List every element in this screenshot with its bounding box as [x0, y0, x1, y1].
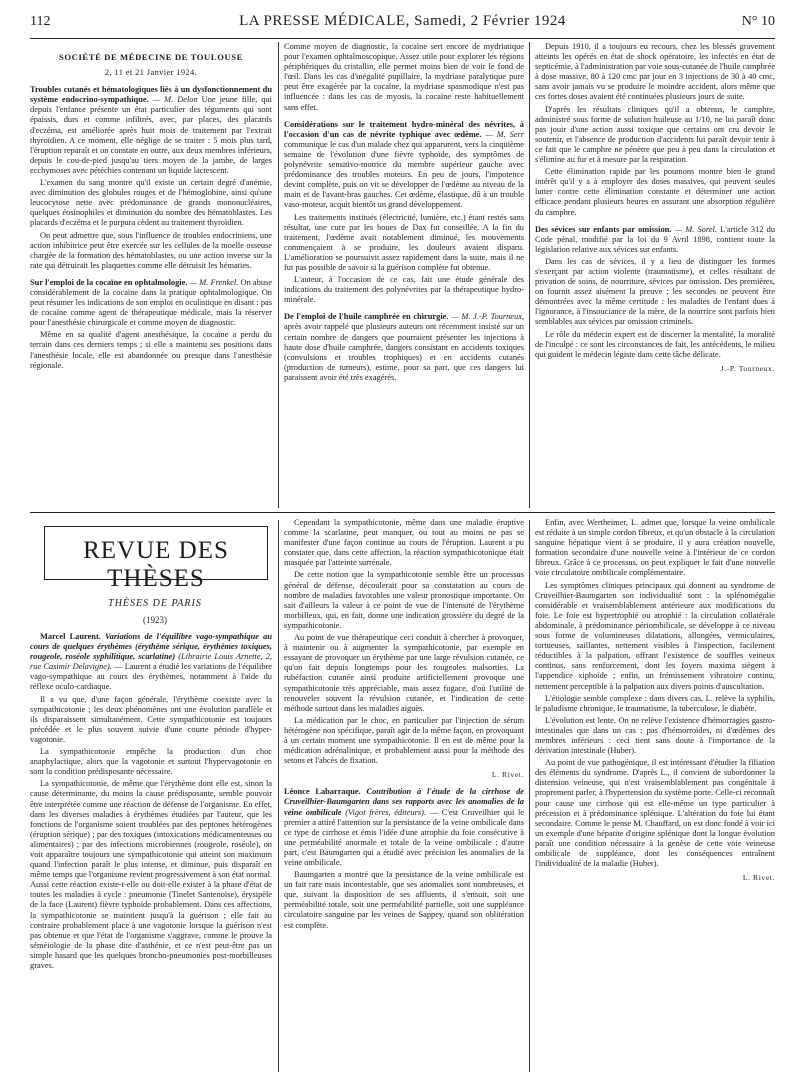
article-author: — M. Sorel. [674, 224, 717, 234]
society-column-1 [30, 42, 272, 508]
column-divider [529, 520, 530, 1072]
column-divider [529, 42, 530, 508]
theses-year: (1923) [143, 615, 167, 625]
article-author: — M. Frenkel. [189, 277, 239, 287]
signature: L. Rivet. [491, 770, 524, 780]
revue-title: REVUE DES THÈSES [83, 537, 229, 592]
thesis-paragraph: La médication par le choc, en particulier par l'injection de sérum hétérogène non spécifique, paraît agir de la même façon, en provoquant à un certain moment une sympathicotonie. Il en est de même pour la médication adrénalinique, et probablement aussi pour la méthode des setons et l'abcès de fixation. [284, 715, 524, 766]
article-heading [535, 225, 775, 255]
thesis-paragraph: La sympathicotonie empêche la production d'un choc anaphylactique, alors que la vagotonie et surtout l'hypervagotonie en sont la condition prédisposante nécessaire. [30, 747, 272, 777]
society-dates: 2, 11 et 21 Janvier 1924. [104, 68, 198, 78]
article-paragraph: après avoir rappelé que plusieurs auteurs ont récemment insisté sur un certain nombre de dangers que pourraient présenter les injections à haute dose d'huile camphrée, dangers consistant en accidents toxiques (convulsions et troubles trophiques) et en accidents cutanés (production de tumeurs), estime, pour sa part, que ces dangers lui paraissent avoir été très exagérés. [284, 322, 524, 382]
thesis-author: Léonce Labarraque. [284, 787, 361, 797]
thesis-paragraph: Enfin, avec Wertheimer, L. admet que, lorsque la veine ombilicale est réduite à un simple cordon fibreux, et qu'un obstacle à la circulation sanguine hépatique vient à se produire, il y aura création nouvelle, formation secondaire d'une nouvelle veine à l'intérieur de ce cordon fibreux. Grâce à ce processus, on peut expliquer le fait d'une nouvelle voie circulatoire ombilicale complémentaire. [535, 518, 775, 578]
article-paragraph: Cette élimination rapide par les poumons montre bien le grand intérêt qu'il y a à employer des doses massives, qui peuvent seules lutter contre cette élimination constante et déterminer une action efficace pendant plusieurs heures en assurant une absorption régulière du camphre. [535, 167, 775, 217]
article-heading [284, 120, 524, 211]
thesis-heading [30, 632, 272, 693]
revue-column-1 [30, 632, 272, 1072]
society-title: SOCIÉTÉ DE MÉDECINE DE TOULOUSE [59, 52, 243, 62]
thesis-paragraph: — Laurent a étudié les variations de l'équilibre vago-sympathique au cours des érythèmes, notamment à l'aide du réflexe oculo-cardiaque. [30, 662, 272, 692]
signature: J.-P. Tourneux. [720, 363, 775, 373]
journal-title: LA PRESSE MÉDICALE, Samedi, 2 Février 1924 [239, 13, 566, 29]
thesis-paragraph: Les symptômes cliniques principaux qui donnent au syndrome de Cruveilhier-Baumgarten son individualité sont : la splénomégalie considérable et vraisemblablement antérieure aux modifications du foie. Le foie est hypertrophié ou atrophié : la circulation collatérale abdominale, à prédominance périombilicale, se développe à ce niveau sous forme de volumineuses dilatations, allongées, vermiculaires, tortueuses, saillantes, nettement visibles à l'inspection, facilement réductibles à la palpation, offrant l'existence de souffles veineux continus, sans renforcement, dont les foyers maxima siègent à l'appendice xiphoïde ; enfin, un frémissement vibratoire continu, nettement perceptible à la palpation aux divers points d'auscultation. [535, 580, 775, 691]
thesis-title: Variations de l'équilibre vago-sympathique au cours de quelques érythèmes (érythème sérique, érythèmes toxiques, rougeole, roséole syphilitique, scarlatine) [30, 632, 272, 662]
thesis-paragraph: L'évolution est lente. On ne relève l'existence d'hémorragies gastro-intestinales que dans un cas ; pas d'hémorroïdes, ni d'œdèmes des membres inférieurs : ceci tient sans doute à l'importance de la dérivation intestinale (Huber). [535, 715, 775, 756]
article-author: — M. J.-P. Tourneux, [451, 312, 524, 322]
thesis-paragraph: Baumgarten a montré que la persistance de la veine ombilicale est un fait rare mais incontestable, que ses anomalies sont nombreuses, et que, suivant la disposition de ses affluents, il s'ensuit, soit une perméabilité totale, soit une perméabilité partielle, soit une suppléance circulatoire sanguine par les veines de Sappey, quand son oblitération est complète. [284, 870, 524, 930]
thesis-author: Marcel Laurent. [40, 632, 101, 641]
article-paragraph: Depuis 1910, il a toujours eu recours, chez les blessés gravement atteints les opérés en état de shock opératoire, les infectés en état de septicémie, à l'administration par voie sous-cutanée de l'huile camphrée à dose massive, 80 à 120 cmc par jour en 3 injections de 30 à 40 cmc, sans avoir jamais vu se produire le moindre accident, alors même que ces fortes doses avaient été continuées plusieurs jours de suite. [535, 42, 775, 102]
article-paragraph: Une jeune fille, qui depuis l'enfance présente un état particulier des téguments qui sont épaissis, durs et comme infiltrés, avec, par places, des placards d'eczéma, est améliorée après huit mois de traitement par l'extrait thyroïdien. A ce moment, elle néglige de se traiter : 5 mois plus tard, l'éruption reparaît et on constate en outre, aux deux membres inférieurs, depuis le cou-de-pied jusqu'au tiers moyen de la jambe, de larges ecchymoses avec pétéchies contenant un liquide lactescent. [30, 95, 272, 175]
article-paragraph: Dans les cas de sévices, il y a lieu de distinguer les formes s'exerçant par action violente (traumatisme), et celles résultant de privation de soins, de nourriture, sévices par omission. Des premières, on fournit assez aisément la preuve ; les secondes ne peuvent être démontrées avec la même certitude : les maladies de l'enfant dues à l'ignorance, à l'insouciance de la mère, de la nourrice sont parfois bien semblables aux sévices par omission criminels. [535, 256, 775, 327]
article-paragraph: L'auteur, à l'occasion de ce cas, fait une étude générale des indications du traitement des polynévrites par la thérapeutique hydro-minérale. [284, 275, 524, 305]
revue-column-3 [535, 518, 775, 1072]
article-paragraph: communique le cas d'un malade chez qui apparurent, vers la cinquième semaine de l'évolution d'une fièvre typhoïde, des symptômes de polynévrite sensitivo-motrice du membre supérieur gauche avec prédominance des troubles moteurs. En peu de jours, l'impotence devint complète, puis on vit se développer de l'œdème au niveau de la main et de l'avant-bras gauches. Cet œdème, élastique, dû à un trouble vaso-moteur, acquit bientôt un grand développement. [284, 139, 524, 210]
thesis-paragraph: Au point de vue pathogénique, il est intéressant d'étudier la filiation des éléments du syndrome. D'après L., il convient de subordonner la distension veineuse, qui n'est vraisemblablement pas congénitale à proprement parler, à l'hypertension du système porte. Celle-ci reconnaît pour cause une cirrhose qui est elle-même un type particulier à précession et à prédominance splénique. L'altération du foie lui étant secondaire. Comme le pense M. Chauffard, on est donc fondé à voir ici un exemple d'une hépatite d'origine splénique dont la longue évolution paraît une condition nécessaire à la genèse de cette voie veineuse ombilicale de suppléance, dont les conséquences entraînent l'individualité de la maladie (Huber). [535, 758, 775, 869]
page-number: 112 [30, 14, 51, 29]
article-paragraph: On abuse considérablement de la cocaïne dans la pratique ophtalmologique. On peut résumer les indications de son emploi en oculistique en disant : pas de cocaïne comme agent de thérapeutique médicale, mais la réserver pour l'anesthésie chirurgicale et comme moyen de diagnostic. [30, 277, 272, 328]
signature: L. Rivet. [742, 873, 775, 883]
article-heading [30, 85, 272, 176]
article-paragraph: D'après les résultats cliniques qu'il a obtenus, le camphre, administré sous forme de solution huileuse au 1/10, ne lui paraît donc pas jouir d'une action aussi toxique que certains ont cru devoir le soutenir, et l'absence de production d'accidents lui paraît devoir tenir à ce fait que le camphre ne pénètre que peu à peu dans la circulation et s'élimine au fur et à mesure par la respiration. [535, 104, 775, 165]
theses-heading: THÈSES DE PARIS [108, 598, 202, 609]
thesis-publisher: (Librairie Louis Arnette, 2, rue Casimir Delavigne). [30, 652, 272, 672]
thesis-paragraph: L'étiologie semble complexe : dans divers cas, L. relève la syphilis, le paludisme chronique, le traumatisme, la tuberculose, le diabète. [535, 693, 775, 713]
thesis-paragraph: — C'est Cruveilhier qui le premier a attiré l'attention sur la persistance de la veine ombilicale dans ce type de cirrhose et émis l'idée d'une atrophie du foie consécutive à une perméabilité anormale et totale de la veine ombilicale ; d'autre part, c'est Baumgarten qui a étudié avec précision les anomalies de la veine ombilicale. [284, 807, 524, 867]
article-title: Sur l'emploi de la cocaïne en ophtalmologie. [30, 277, 188, 287]
article-paragraph: L'article 312 du Code pénal, modifié par la loi du 9 Avril 1898, contient toute la législation relative aux sévices sur enfants. [535, 224, 775, 254]
society-column-3 [535, 42, 775, 508]
revue-column-2 [284, 518, 524, 1072]
article-title: De l'emploi de l'huile camphrée en chirurgie. [284, 312, 449, 322]
article-paragraph: On peut admettre que, sous l'influence de troubles endocriniens, une action inhibitrice peut être exercée sur les cellules de la moelle osseuse chargée de la formation des hématoblastes, ou une action inverse sur la rate qui détruirait les plaquettes comme elle détruisit les hématies. [30, 230, 272, 270]
revue-title-box [44, 526, 268, 592]
society-column-2 [284, 42, 524, 508]
page-header [30, 12, 775, 39]
thesis-title: Contribution à l'étude de la cirrhose de Cruveilhier-Baumgarten dans ses rapports avec les anomalies de la veine ombilicale [284, 787, 524, 817]
article-author: — M. Serr [485, 129, 524, 139]
article-title: Considérations sur le traitement hydro-minéral des névrites, à l'occasion d'un cas de névrite typhique avec œdème. [284, 119, 524, 139]
thesis-paragraph: Cependant la sympathicotonie, même dans une maladie éruptive comme la scarlatine, peut manquer, ou tout au moins ne pas se manifester d'une façon continue au cours de l'éruption. Laurent a pu constater que, dans cette affection, la réaction sympathicotonique était masquée par l'atteinte surrénale. [284, 518, 524, 568]
thesis-paragraph: Au point de vue thérapeutique ceci conduit à chercher à provoquer, à maintenir ou à augmenter la sympathicotonie, par exemple en essayant de provoquer un érythème par une large révulsion cutanée, ce qu'on fait depuis longtemps pour les rougeoles malsorties. La rubéfaction cutanée ainsi produite artificiellement provoque une sympathicotonie très appréciable, mais assez fugace, d'où l'utilité de renouveler souvent la révulsion cutanée, et l'indication de cette méthode surtout dans les maladies aiguës. [284, 633, 524, 713]
thesis-paragraph: La sympathicotonie, de même que l'érythème dont elle est, sinon la cause déterminante, du moins la cause prédisposante, semble pouvoir être interprétée comme une réaction de défense de l'organisme. En effet, dans les diverses maladies à érythèmes étudiées par l'auteur, que les fonctions de l'organisme soient troublées par des peptones hétérogènes (éruption sérique) ; par des toxiques (intoxications médicamenteuses ou alimentaires) ; par des infections microbiennes (rougeole, roséole), on voit apparaître toujours une sympathicotonie qui atteint son maximum quand l'infection paraît le plus intense, et diminue, puis disparaît en même temps que l'organisme revient progressivement à son état normal. Aussi cette réaction existe-t-elle ou doit-elle exister à la phase d'état de toutes les maladies à cycle : pneumonie (Tinelet Santenoise), érysipèle de la face (Laurent) fièvre typhoïde probablement. Dans ces affections, la sympathicotonie se maintient jusqu'à la guérison ; elle fait au contraire probablement place à une vagotonie lorsque la guérison n'est pas obtenue et que l'état de l'organisme s'aggrave, comme le prouve la séméiologie de la phase dite d'asthénie, et ce n'est peut-être pas un simple hasard que les quelques broncho-pneumonies post-morbilleuses graves. [30, 779, 272, 970]
article-title: Des sévices sur enfants par omission. [535, 224, 672, 234]
article-paragraph: Comme moyen de diagnostic, la cocaïne sert encore de mydriatique pour l'examen ophtalmoscopique. Assez utile pour explorer les régions périphériques du cristallin, elle permet moins bien de voir le fond de l'œil. Dans les cas d'inégalité pupillaire, la mydriase paralytique pure peut être exagérée par la cocaïne, la mydriase spasmodique n'est pas influencée : dans les cas de myosis, la cocaïne reste habituellement sans effet. [284, 42, 524, 112]
thesis-paragraph: De cette notion que la sympathicotonie semble être un processus général de défense, découlerait pour sa constatation au cours de nombre de maladies favorables une valeur pronostique importante. On sait d'ailleurs la valeur à ce point de vue de l'intensité de l'érythème morbilleux, qui, en fait, donne une indication grossière du degré de la sympathicotonie. [284, 570, 524, 630]
article-paragraph: L'examen du sang montre qu'il existe un certain degré d'anémie, avec diminution des globules rouges et de l'hémoglobine, ainsi qu'une leucocytose nette avec prédominance de grands mononucléaires, quelques éosinophiles et diminution du nombre des hématoblastes. Les placards d'eczéma et le purpura cèdent au traitement thyroïdien. [30, 178, 272, 228]
thesis-paragraph: Il a vu que, d'une façon générale, l'érythème coexiste avec la sympathicotonie ; les deux phénomènes ont une évolution parallèle et ils disparaissent simultanément. Cette sympathicotonie est toujours précédée et le plus souvent suivie d'une courte période d'hyper-vagotonie. [30, 694, 272, 744]
thesis-publisher: (Vigot frères, éditeurs). [345, 807, 427, 817]
issue-number: N° 10 [741, 14, 775, 29]
section-divider [30, 512, 775, 513]
article-heading [30, 278, 272, 328]
column-divider [278, 520, 279, 1072]
article-paragraph: Le rôle du médecin expert est de discerner la mentalité, la moralité de l'inculpé : ce sont les circonstances de fait, les antécédents, le milieu qui guident le médecin légiste dans cette tâche délicate. [535, 329, 775, 359]
column-divider [278, 42, 279, 508]
article-paragraph: Les traitements institués (électricité, lumière, etc.) étant restés sans résultat, une cure par les boues de Dax fut conseillée. A la fin du traitement, l'œdème avait notablement diminué, les mouvements commençaient à se produire, les douleurs avaient disparu. L'amélioration se poursuivit assez rapidement dans la suite, mais il ne fut pas possible de savoir si la guérison complète fut obtenue. [284, 212, 524, 272]
article-paragraph: Même en sa qualité d'agent anesthésique, la cocaïne a perdu du terrain dans ces derniers temps ; si elle a maintenu ses positions dans l'anesthésie locale, elle est abandonnée ou presque dans l'anesthésie régionale. [30, 330, 272, 370]
article-heading [284, 312, 524, 383]
article-author: — M. Delon [152, 95, 198, 105]
thesis-heading [284, 787, 524, 868]
article-title: Troubles cutanés et hématologiques liés à un dysfonctionnement du système endocrino-sympathique. [30, 85, 272, 105]
